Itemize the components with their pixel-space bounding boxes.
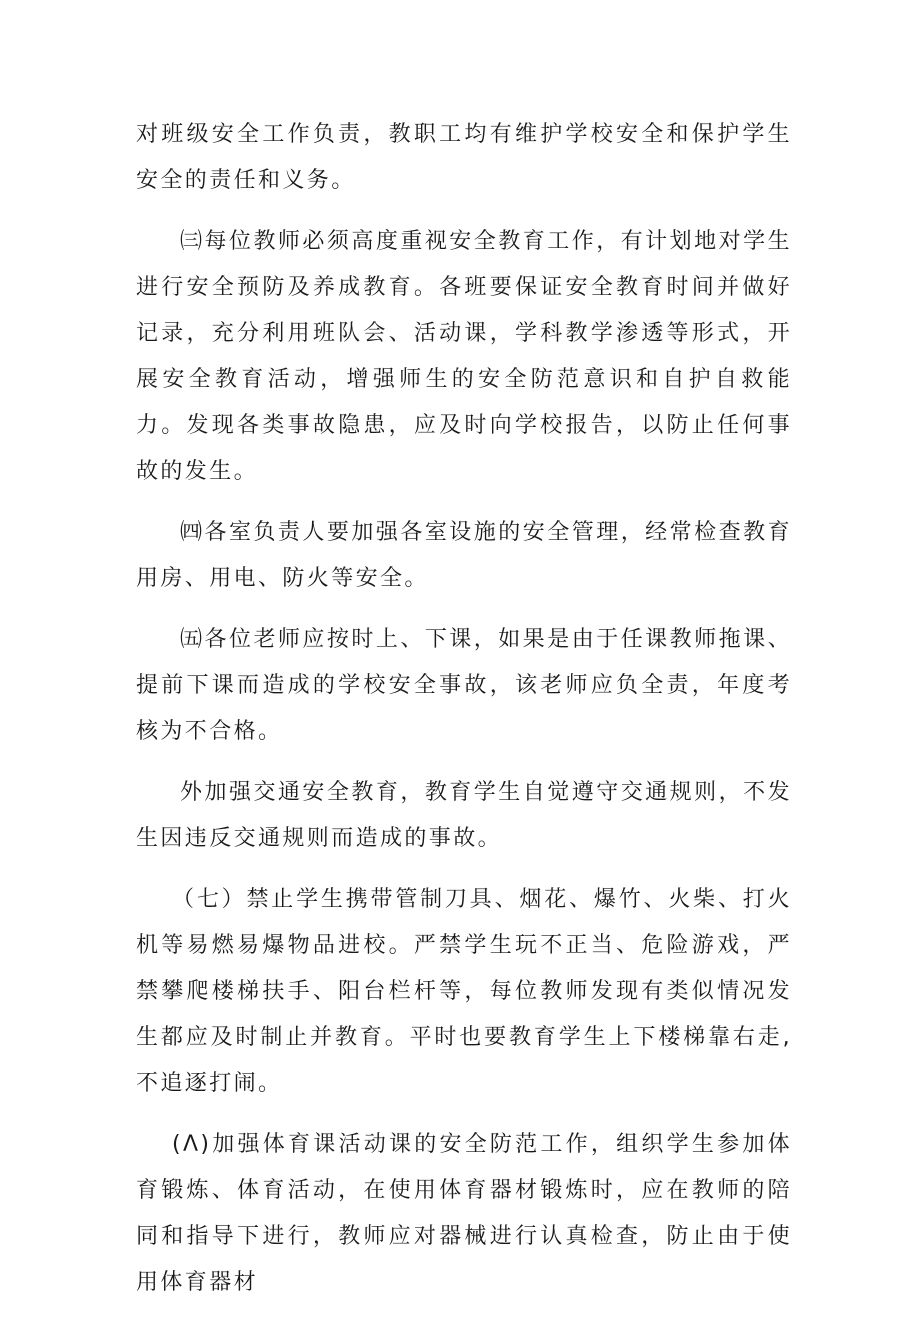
paragraph-traffic-safety: 外加强交通安全教育，教育学生自觉遵守交通规则，不发生因违反交通规则而造成的事故。 [136, 780, 792, 851]
paragraph-continued: 对班级安全工作负责，教职工均有维护学校安全和保护学生安全的责任和义务。 [136, 122, 792, 193]
paragraph-item-8: (Λ)加强体育课活动课的安全防范工作，组织学生参加体育锻炼、体育活动，在使用体育器材锻炼时，应在教师的陪同和指导下进行，教师应对器械进行认真检查，防止由于使用体育器材 [136, 1132, 792, 1295]
paragraph-item-4: ㈣各室负责人要加强各室设施的安全管理，经常检查教育用房、用电、防火等安全。 [136, 520, 792, 591]
paragraph-item-3: ㈢每位教师必须高度重视安全教育工作，有计划地对学生进行安全预防及养成教育。各班要保证安全教育时间并做好记录，充分利用班队会、活动课，学科教学渗透等形式，开展安全教育活动，增强师生的安全防范意识和自护自救能力。发现各类事故隐患，应及时向学校报告，以防止任何事故的发生。 [136, 229, 792, 484]
document-body [136, 112, 792, 1321]
paragraph-item-7: （七）禁止学生携带管制刀具、烟花、爆竹、火柴、打火机等易燃易爆物品进校。严禁学生玩不正当、危险游戏，严禁攀爬楼梯扶手、阳台栏杆等，每位教师发现有类似情况发生都应及时制止并教育。平时也要教育学生上下楼梯靠右走,不追逐打闹。 [136, 887, 792, 1096]
paragraph-item-5: ㈤各位老师应按时上、下课，如果是由于任课教师拖课、提前下课而造成的学校安全事故，该老师应负全责，年度考核为不合格。 [136, 627, 792, 744]
